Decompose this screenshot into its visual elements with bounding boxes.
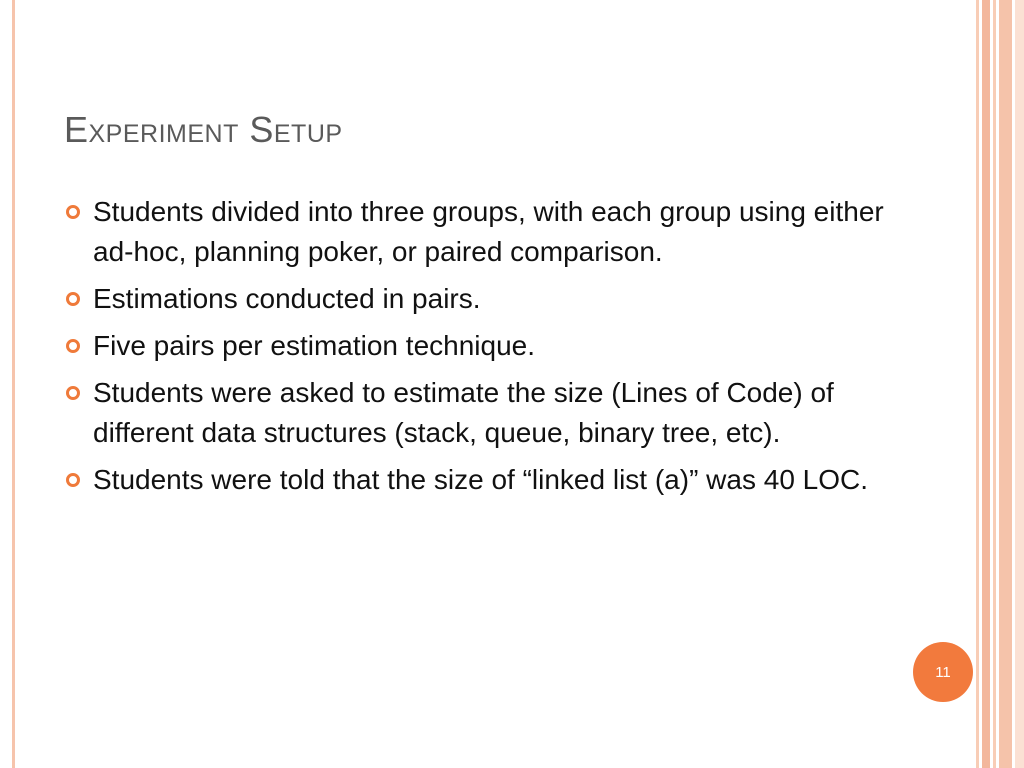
bullet-list [64, 192, 894, 507]
bullet-text: Estimations conducted in pairs. [93, 283, 481, 314]
bullet-item [64, 373, 894, 453]
bullet-item [64, 279, 894, 319]
bullet-text: Students were told that the size of “linked list (a)” was 40 LOC. [93, 464, 869, 495]
bullet-item [64, 326, 894, 366]
stripe [1015, 0, 1024, 768]
bullet-text: Five pairs per estimation technique. [93, 330, 535, 361]
circle-bullet-icon [66, 339, 80, 353]
bullet-item [64, 192, 894, 272]
stripe [976, 0, 979, 768]
stripe [982, 0, 990, 768]
slide-title: Experiment Setup [64, 109, 343, 150]
stripe [999, 0, 1012, 768]
page-number-badge: 11 [913, 642, 973, 702]
left-border-rule [12, 0, 15, 768]
bullet-item [64, 460, 894, 500]
circle-bullet-icon [66, 473, 80, 487]
circle-bullet-icon [66, 292, 80, 306]
right-decorative-stripes [976, 0, 1024, 768]
circle-bullet-icon [66, 386, 80, 400]
circle-bullet-icon [66, 205, 80, 219]
bullet-text: Students divided into three groups, with each group using either ad-hoc, planning poker, or paired comparison. [93, 196, 884, 267]
stripe [993, 0, 996, 768]
bullet-text: Students were asked to estimate the size (Lines of Code) of different data structures (stack, queue, binary tree, etc). [93, 377, 834, 448]
